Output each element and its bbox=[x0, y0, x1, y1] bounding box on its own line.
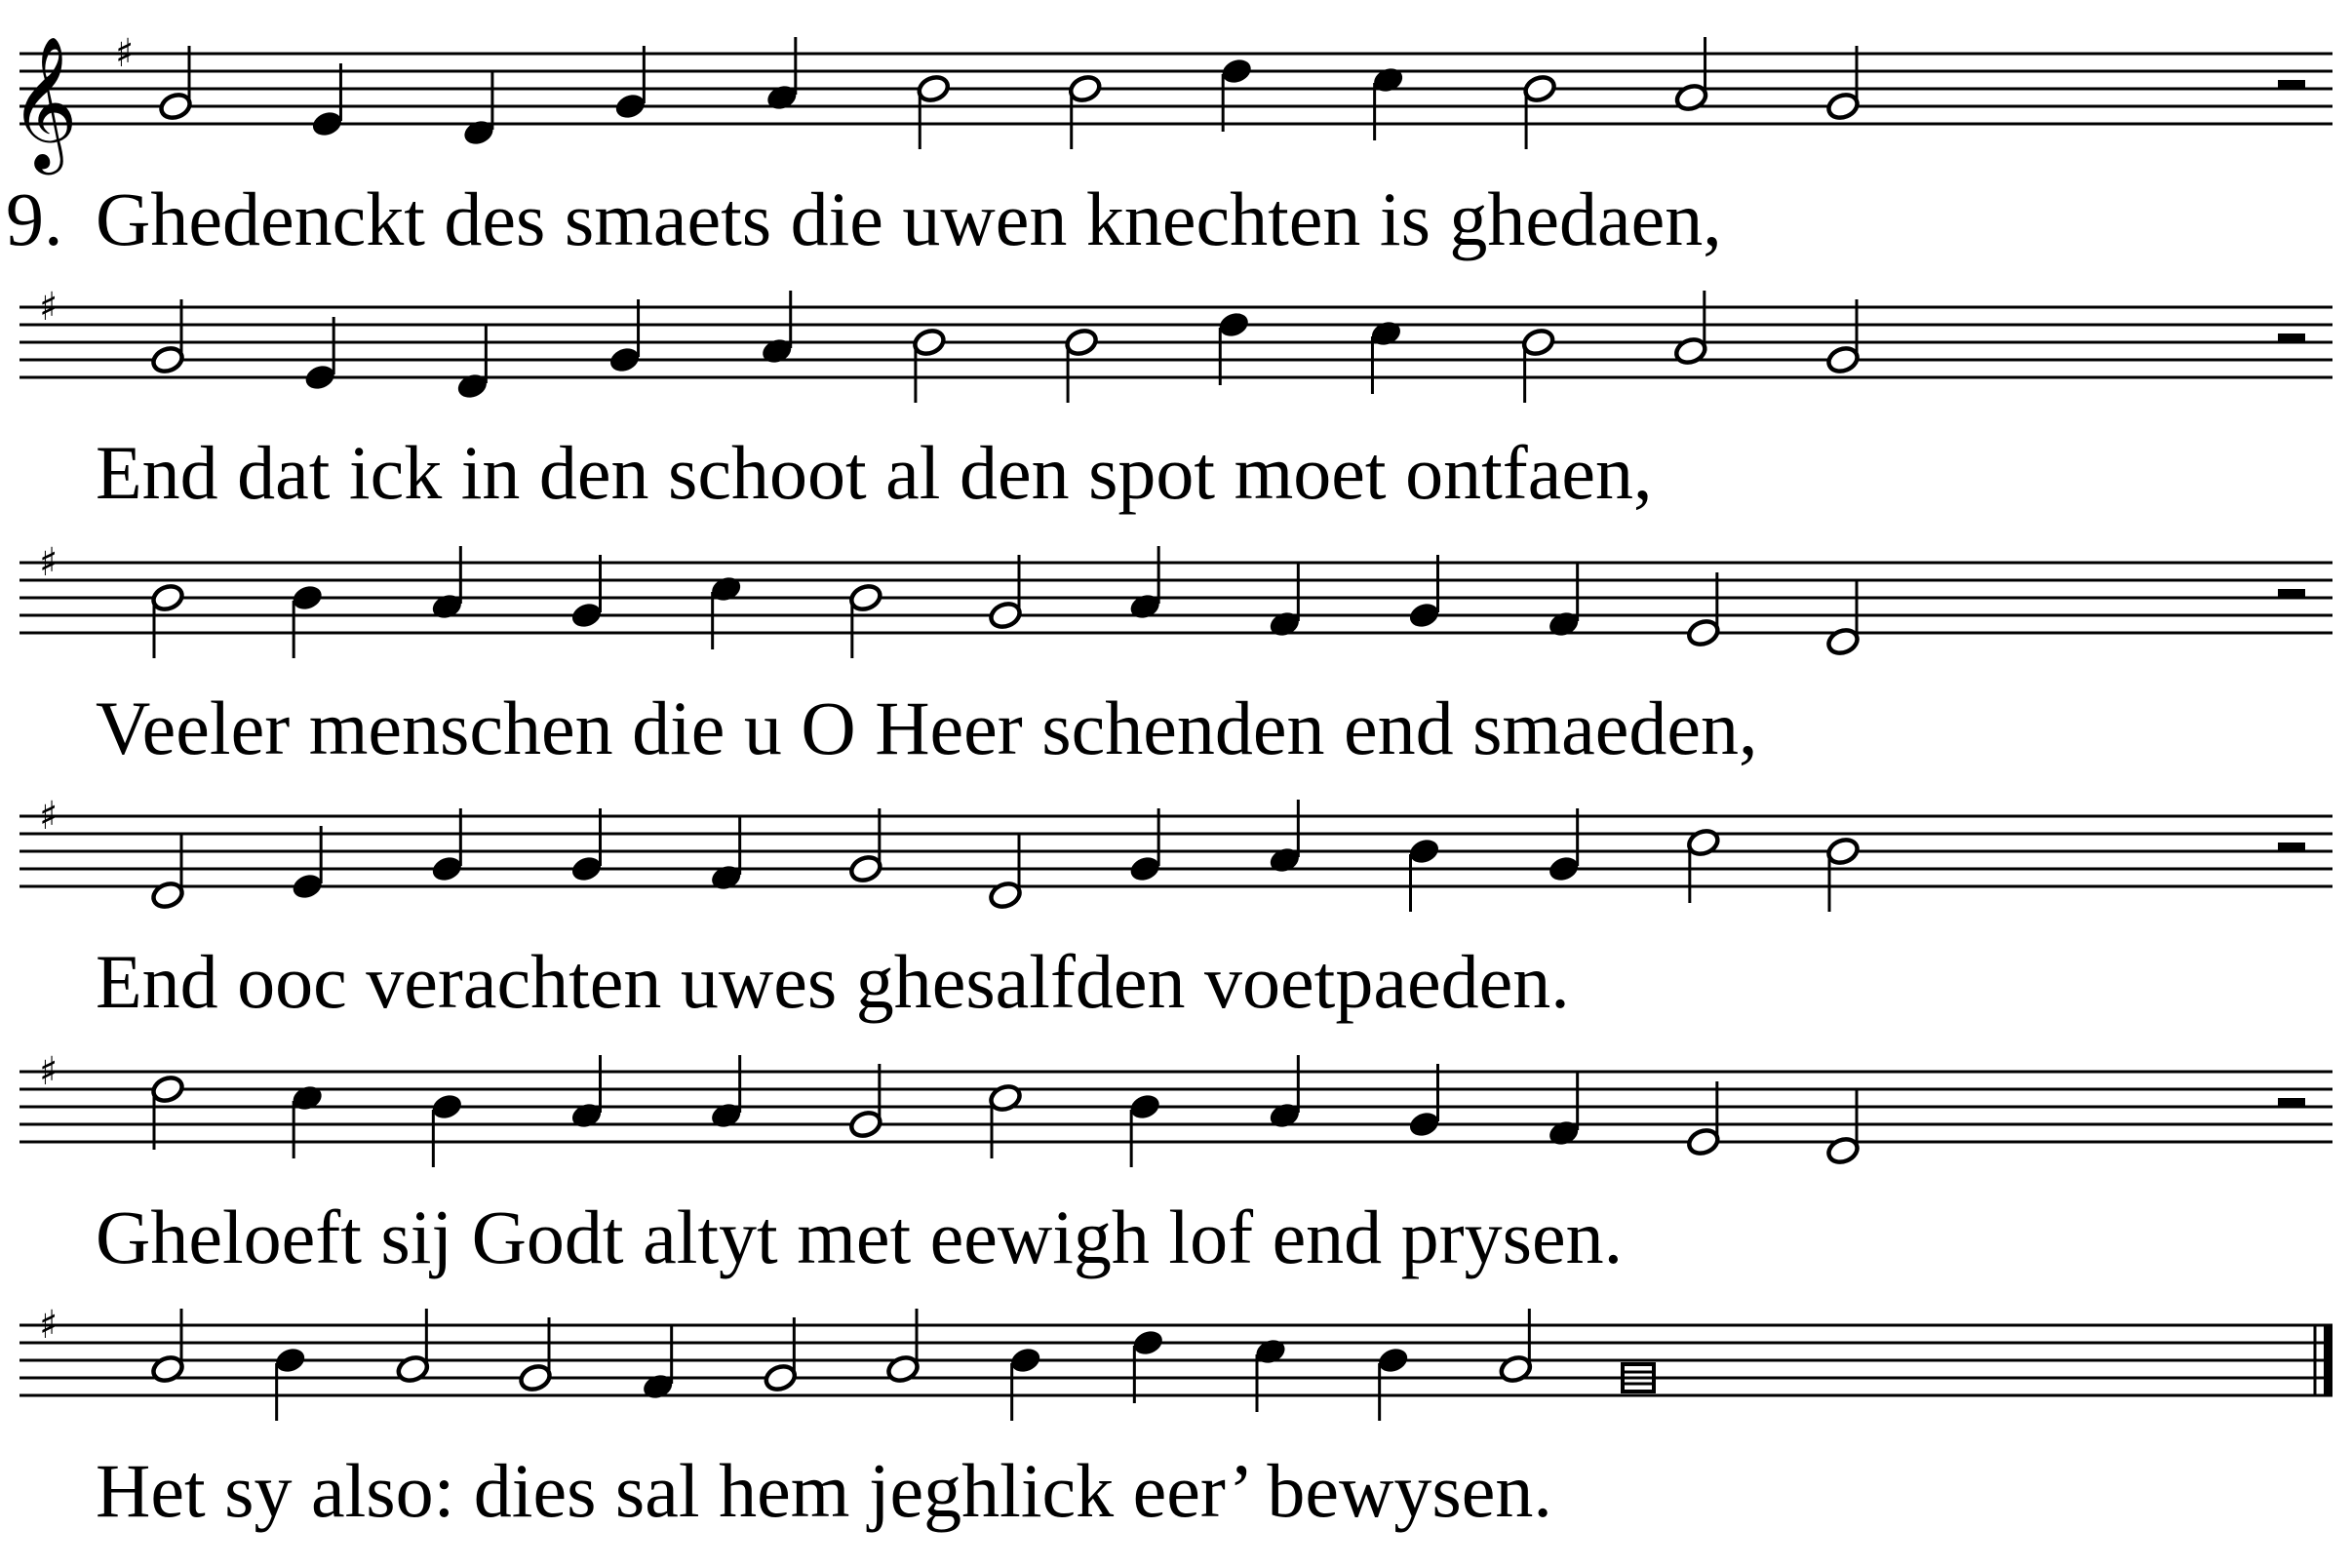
note bbox=[1406, 836, 1441, 912]
sharp-icon: ♯ bbox=[39, 285, 59, 330]
lyric-line-3: Veeler menschen die u O Heer schenden end smaeden, bbox=[96, 686, 1758, 770]
treble-clef-icon: 𝄞 bbox=[10, 34, 78, 169]
note bbox=[1008, 1345, 1043, 1421]
note bbox=[1219, 56, 1254, 132]
lyric-line-1: Ghedenckt des smaets die uwen knechten is ghedaen, bbox=[96, 176, 1722, 261]
note bbox=[641, 1326, 676, 1402]
note bbox=[848, 1064, 883, 1140]
sharp-icon: ♯ bbox=[39, 1303, 59, 1348]
note bbox=[848, 582, 883, 658]
note bbox=[885, 1309, 921, 1385]
note bbox=[1068, 73, 1103, 149]
note bbox=[150, 1309, 185, 1385]
note bbox=[1253, 1336, 1288, 1412]
note bbox=[763, 1317, 798, 1393]
note bbox=[709, 573, 744, 649]
note bbox=[302, 317, 337, 393]
note bbox=[568, 808, 604, 884]
note bbox=[988, 1082, 1023, 1158]
sharp-icon: ♯ bbox=[39, 794, 59, 839]
note bbox=[1522, 73, 1557, 149]
note bbox=[1825, 836, 1861, 912]
note bbox=[290, 582, 325, 658]
note bbox=[1825, 1090, 1861, 1166]
note bbox=[612, 46, 647, 122]
note bbox=[1623, 1364, 1654, 1392]
note bbox=[709, 817, 744, 893]
note bbox=[1547, 564, 1582, 640]
note bbox=[912, 327, 947, 403]
note bbox=[461, 72, 496, 148]
note bbox=[1547, 808, 1582, 884]
note bbox=[1127, 808, 1162, 884]
sharp-icon: ♯ bbox=[39, 540, 59, 585]
sharp-icon: ♯ bbox=[39, 1049, 59, 1094]
note bbox=[273, 1345, 308, 1421]
note bbox=[709, 1055, 744, 1131]
note bbox=[568, 1055, 604, 1131]
half-rest-icon bbox=[2278, 1098, 2305, 1107]
note bbox=[848, 808, 883, 884]
lyric-line-5: Gheloeft sij Godt altyt met eewigh lof end prysen. bbox=[96, 1195, 1624, 1279]
note bbox=[608, 299, 643, 375]
note bbox=[1686, 827, 1721, 903]
note bbox=[988, 555, 1023, 631]
note bbox=[454, 326, 490, 402]
note bbox=[1686, 572, 1721, 648]
note bbox=[429, 808, 464, 884]
note bbox=[1547, 1073, 1582, 1149]
note bbox=[1498, 1309, 1533, 1385]
note bbox=[1673, 291, 1708, 367]
sharp-icon: ♯ bbox=[115, 31, 135, 76]
note bbox=[429, 546, 464, 622]
lyric-line-4: End ooc verachten uwes ghesalfden voetpaeden. bbox=[96, 939, 1570, 1024]
note bbox=[916, 73, 951, 149]
note bbox=[1267, 800, 1302, 876]
note bbox=[150, 1074, 185, 1150]
note bbox=[290, 826, 325, 902]
note bbox=[1371, 64, 1406, 140]
note bbox=[150, 582, 185, 658]
note bbox=[290, 1082, 325, 1158]
note bbox=[1825, 46, 1861, 122]
half-rest-icon bbox=[2278, 80, 2305, 89]
verse-number: 9. bbox=[6, 176, 63, 261]
note bbox=[1130, 1327, 1165, 1403]
note bbox=[395, 1309, 430, 1385]
note bbox=[1686, 1081, 1721, 1157]
note bbox=[1674, 37, 1709, 113]
half-rest-icon bbox=[2278, 843, 2305, 851]
half-rest-icon bbox=[2278, 333, 2305, 342]
note bbox=[1127, 1091, 1162, 1167]
note bbox=[1267, 1055, 1302, 1131]
note bbox=[568, 555, 604, 631]
note bbox=[760, 291, 795, 367]
note bbox=[1064, 327, 1099, 403]
half-rest-icon bbox=[2278, 589, 2305, 598]
lyric-line-2: End dat ick in den schoot al den spot moet ontfaen, bbox=[96, 430, 1653, 515]
note bbox=[1406, 1064, 1441, 1140]
note bbox=[150, 835, 185, 911]
note bbox=[1376, 1345, 1411, 1421]
final-barline-thick bbox=[2324, 1325, 2332, 1395]
note bbox=[518, 1317, 553, 1393]
note bbox=[1368, 318, 1403, 394]
note bbox=[1825, 299, 1861, 375]
note bbox=[158, 46, 193, 122]
note bbox=[1267, 564, 1302, 640]
note bbox=[764, 37, 800, 113]
note bbox=[309, 63, 344, 139]
note bbox=[1825, 581, 1861, 657]
note bbox=[988, 835, 1023, 911]
note bbox=[150, 299, 185, 375]
note bbox=[1127, 546, 1162, 622]
note bbox=[429, 1091, 464, 1167]
lyric-line-6: Het sy also: dies sal hem jeghlick eer’ bewysen. bbox=[96, 1448, 1552, 1533]
note bbox=[1216, 309, 1251, 385]
note bbox=[1521, 327, 1556, 403]
note bbox=[1406, 555, 1441, 631]
